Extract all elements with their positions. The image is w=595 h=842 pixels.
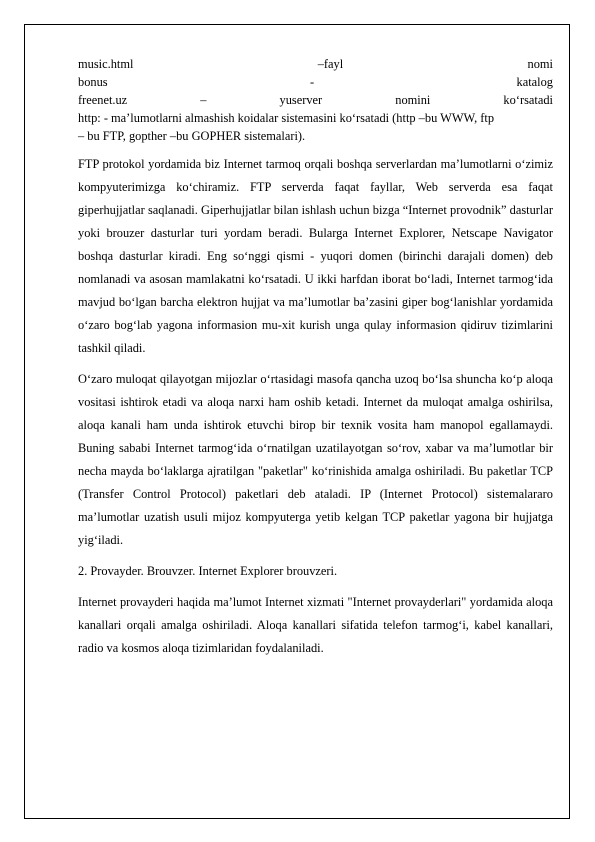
- url-part-word: yuserver: [279, 93, 323, 107]
- url-part-word: nomini: [395, 93, 431, 107]
- url-part-line-1: [78, 55, 553, 73]
- url-part-term: freenet.uz: [78, 93, 128, 107]
- url-part-term: music.html: [78, 57, 134, 71]
- url-part-meaning: katalog: [516, 75, 553, 89]
- url-part-separator: -: [309, 75, 315, 89]
- url-part-separator: –fayl: [317, 57, 344, 71]
- url-part-separator: –: [200, 93, 207, 107]
- url-part-meaning: ko‘rsatadi: [503, 93, 553, 107]
- url-part-meaning: nomi: [527, 57, 553, 71]
- url-part-line-2: [78, 73, 553, 91]
- paragraph-provider: Internet provayderi haqida ma’lumot Internet xizmati "Internet provayderlari" yordamida aloqa kanallari orqali amalga oshiriladi. Aloqa kanallari sifatida telefon tarmog‘i, kabel kanallari, radio va kosmos aloqa tizimlaridan foydalaniladi.: [78, 595, 553, 655]
- http-line: http: - ma’lumotlarni almashish koidalar sistemasini ko‘rsatadi (http –bu WWW, ftp: [78, 111, 495, 125]
- url-part-line-3: [78, 91, 553, 109]
- document-body: [78, 55, 553, 660]
- paragraph-communication: O‘zaro muloqat qilayotgan mijozlar o‘rtasidagi masofa qancha uzoq bo‘lsa shuncha ko‘p aloqa vositasi ishtirok etadi va aloqa narxi ham oshib ketadi. Internet da muloqat amalga oshirilsa, aloqa kanali ham unda ishtirok etuvchi birop bir texnik vosita ham manopol egallamaydi. Buning sababi Internet tarmog‘ida o‘rnatilgan uzatilayotgan so‘rov, xabar va ma’lumotlar bir necha mayda bo‘laklarga ajratilgan "paketlar" ko‘rinishida amalga oshiriladi. Bu paketlar TCP (Transfer Control Protocol) paketlari deb ataladi. IP (Internet Protocol) sistemalararo ma’lumotlar uzatish usuli mijoz kompyuterga yetib kelgan TCP paketlar yagona bir hujjatga yig‘iladi.: [78, 372, 553, 547]
- url-part-term: bonus: [78, 75, 108, 89]
- paragraph-ftp: FTP protokol yordamida biz Internet tarmoq orqali boshqa serverlardan ma’lumotlarni o‘zimiz kompyuterimizga ko‘chiramiz. FTP serverda faqat fayllar, Web serverda esa faqat giperhujjatlar saqlanadi. Giperhujjatlar bilan ishlash uchun bizga “Internet provodnik” dasturlar yoki brouzer dasturlar turi yordam beradi. Bularga Internet Explorer, Netscape Navigator boshqa dasturlar kiradi. Eng so‘nggi qismi - yuqori domen (birinchi darajali domen) deb nomlanadi va asosan mamlakatni ko‘rsatadi. U ikki harfdan iborat bo‘ladi, Internet tarmog‘ida mavjud bo‘lgan barcha elektron hujjat va ma’lumotlar ba’zasini giper bog‘lanishlar yordamida o‘zaro bog‘lab yagona informasion mu-xit kurish unga qulay informasion qidiruv tizimlarini tashkil qiladi.: [78, 157, 553, 355]
- ftp-line: – bu FTP, gopther –bu GOPHER sistemalari).: [78, 129, 306, 143]
- section-heading: 2. Provayder. Brouvzer. Internet Explorer brouvzeri.: [78, 564, 338, 578]
